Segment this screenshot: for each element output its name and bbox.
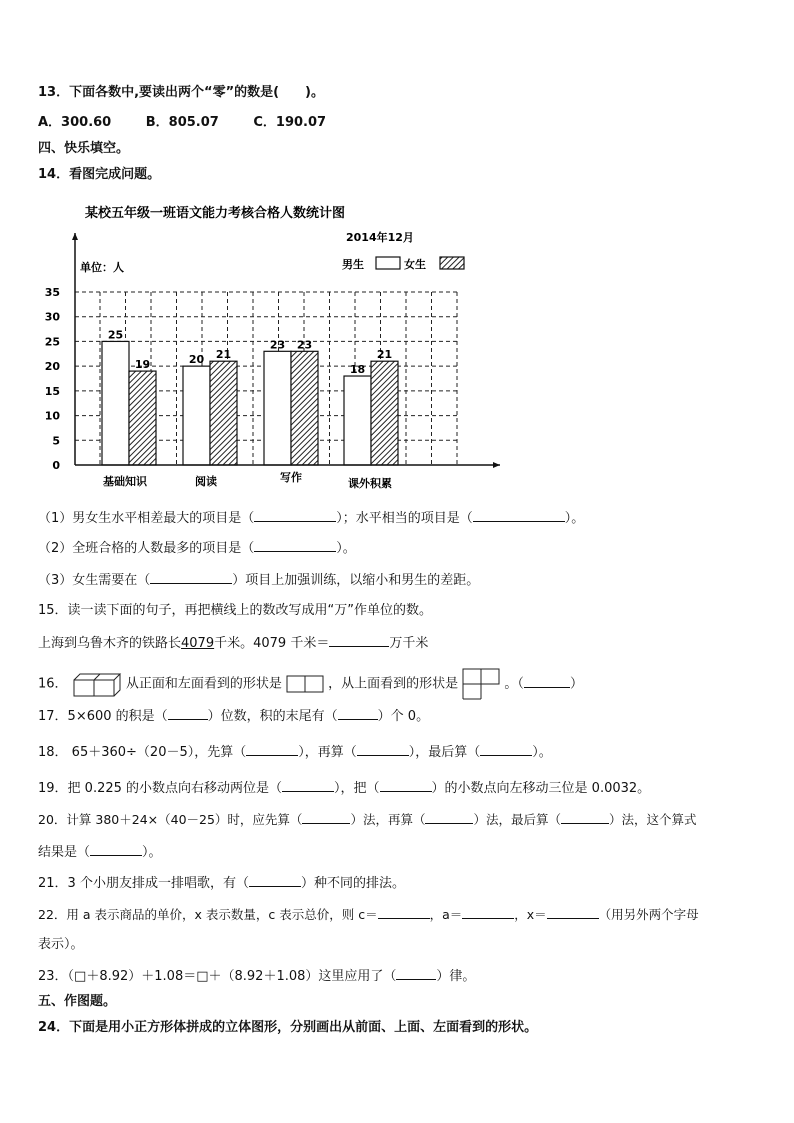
q22-text-a: 22．用 a 表示商品的单价，x 表示数量，c 表示总价，则 c＝ (38, 907, 378, 922)
legend-label-boys: 男生 (342, 258, 364, 271)
answer-blank-17a[interactable] (168, 707, 208, 720)
y-tick-label: 20 (44, 360, 60, 374)
question-13-options (38, 114, 356, 132)
q15-underlined-number: 4079 (181, 636, 215, 651)
option-a: A．300.60 (38, 115, 112, 130)
answer-blank-14-1b[interactable] (473, 509, 565, 522)
y-tick-label: 15 (44, 384, 60, 398)
question-14-2 (38, 539, 356, 558)
q16-text-b: ，从上面看到的形状是 (328, 676, 459, 692)
y-tick-label: 10 (44, 409, 60, 423)
answer-blank-15[interactable] (329, 634, 389, 647)
answer-blank-16[interactable] (524, 675, 570, 688)
question-18 (38, 743, 552, 762)
q14-2-text-b: ）。 (336, 541, 356, 556)
q14-1-text-a: （1）男女生水平相差最大的项目是（ (38, 511, 255, 526)
bar-boys (264, 351, 291, 465)
question-24: 24．下面是用小正方形体拼成的立体图形，分别画出从前面、上面、左面看到的形状。 (38, 1020, 538, 1035)
question-15-sentence (38, 634, 428, 653)
answer-blank-23[interactable] (396, 967, 436, 980)
section-heading-4: 四、快乐填空。 (38, 141, 130, 156)
q23-text-a: 23．（□＋8.92）＋1.08＝□＋（8.92＋1.08）这里应用了（ (38, 969, 397, 984)
bar-boys (102, 341, 129, 465)
q17-text-b: ）位数，积的末尾有（ (207, 709, 338, 724)
data-label: 21 (215, 348, 232, 362)
answer-blank-18c[interactable] (480, 743, 532, 756)
question-13 (38, 84, 324, 102)
y-axis-arrow (72, 233, 78, 240)
y-tick-label: 25 (44, 335, 60, 349)
answer-blank-20d[interactable] (90, 843, 142, 856)
question-23 (38, 967, 475, 986)
y-tick-label: 35 (44, 286, 60, 299)
data-label: 18 (349, 363, 366, 377)
q17-text-a: 17．5×600 的积是（ (38, 709, 168, 724)
answer-blank-14-3[interactable] (150, 571, 232, 584)
q22-text-c: ，x＝ (514, 907, 547, 922)
answer-blank-19a[interactable] (282, 779, 334, 792)
q16-text-c: 。（ (504, 676, 524, 692)
bar-chart (0, 195, 794, 495)
question-20 (38, 811, 696, 829)
question-19 (38, 779, 650, 798)
q14-1-text-c: ）。 (564, 511, 585, 526)
legend-swatch-girls (440, 257, 464, 269)
q15-sentence-b: 千米。4079 千米＝ (214, 636, 330, 651)
bar-boys (183, 366, 210, 465)
question-22 (38, 906, 699, 924)
bar-girls (291, 351, 318, 465)
answer-blank-22b[interactable] (462, 906, 514, 919)
data-label: 21 (376, 348, 393, 362)
section-heading-5: 五、作图题。 (38, 994, 117, 1009)
question-20-line2 (38, 843, 162, 862)
q19-text-c: ）的小数点向左移动三位是 0.0032。 (431, 781, 651, 796)
x-category-label: 阅读 (195, 475, 217, 488)
q20-text-b: ）法，再算（ (350, 812, 426, 827)
legend-swatch-boys (376, 257, 400, 269)
q17-text-c: ）个 0。 (377, 709, 430, 724)
answer-blank-22a[interactable] (378, 906, 430, 919)
q20-line2-b: ）。 (142, 845, 162, 860)
question-16 (38, 668, 583, 700)
question-17 (38, 707, 429, 726)
option-b: B．805.07 (145, 115, 219, 130)
data-label: 23 (296, 338, 313, 352)
q15-sentence-c: 万千米 (389, 636, 429, 651)
q23-text-b: ）律。 (436, 969, 476, 984)
question-13-text: 13．下面各数中,要读出两个“零”的数是( )。 (38, 85, 325, 100)
chart-title: 某校五年级一班语文能力考核合格人数统计图 (85, 206, 346, 221)
answer-blank-18a[interactable] (246, 743, 298, 756)
y-tick-label: 5 (52, 434, 60, 448)
question-15: 15．读一读下面的句子，再把横线上的数改写成用“万”作单位的数。 (38, 603, 433, 618)
answer-blank-18b[interactable] (357, 743, 409, 756)
q15-sentence-a: 上海到乌鲁木齐的铁路长 (38, 636, 182, 651)
q14-3-text-b: ）项目上加强训练，以缩小和男生的差距。 (232, 573, 480, 588)
q14-2-text-a: （2）全班合格的人数最多的项目是（ (38, 541, 255, 556)
q18-expression: 18． 65＋360÷（20－5），先算（ (38, 745, 247, 760)
q20-text-c: ）法，最后算（ (473, 812, 561, 827)
q21-text-a: 21．3 个小朋友排成一排唱歌，有（ (38, 876, 249, 891)
x-category-label: 基础知识 (103, 475, 147, 488)
question-21 (38, 874, 405, 893)
q20-text-a: 20．计算 380＋24×（40－25）时，应先算（ (38, 812, 303, 827)
q16-number: 16． (38, 676, 68, 692)
answer-blank-22c[interactable] (547, 906, 599, 919)
answer-blank-20c[interactable] (561, 811, 609, 824)
q16-text-d: ） (569, 676, 583, 692)
data-label: 23 (269, 338, 286, 352)
answer-blank-19b[interactable] (380, 779, 432, 792)
cube-figure (72, 670, 122, 698)
question-14: 14．看图完成问题。 (38, 167, 161, 182)
data-label: 20 (188, 353, 205, 367)
answer-blank-14-2[interactable] (254, 539, 336, 552)
answer-blank-20b[interactable] (425, 811, 473, 824)
q14-1-text-b: ）；水平相当的项目是（ (336, 511, 473, 526)
option-c: C．190.07 (253, 115, 327, 130)
q19-text-b: ），把（ (334, 781, 380, 796)
question-14-3 (38, 571, 479, 590)
front-view-figure (286, 674, 324, 694)
top-view-figure (462, 668, 500, 700)
bar-boys (344, 376, 371, 465)
chart-subtitle: 2014年12月 (346, 231, 414, 244)
x-axis-arrow (493, 462, 500, 468)
q18-text-c: ），最后算（ (408, 745, 481, 760)
x-category-label: 写作 (280, 471, 302, 484)
question-14-1 (38, 509, 584, 528)
q18-text-d: ）。 (532, 745, 552, 760)
q20-text-d: ）法，这个算式 (608, 812, 697, 827)
bar-girls (210, 361, 237, 465)
unit-label: 单位：人 (80, 261, 124, 274)
answer-blank-14-1a[interactable] (254, 509, 336, 522)
answer-blank-21[interactable] (249, 874, 301, 887)
question-22-line2: 表示）。 (38, 937, 84, 952)
q21-text-b: ）种不同的排法。 (300, 876, 405, 891)
q16-text-a: 从正面和左面看到的形状是 (125, 676, 282, 692)
y-tick-label: 30 (44, 310, 60, 324)
q14-3-text-a: （3）女生需要在（ (38, 573, 151, 588)
x-category-label: 课外积累 (348, 477, 392, 490)
answer-blank-20a[interactable] (302, 811, 350, 824)
bar-girls (371, 361, 398, 465)
legend-label-girls: 女生 (404, 258, 426, 271)
data-label: 25 (107, 328, 124, 342)
q19-text-a: 19．把 0.225 的小数点向右移动两位是（ (38, 781, 283, 796)
q22-text-b: ，a＝ (429, 907, 463, 922)
q18-text-b: ），再算（ (298, 745, 357, 760)
q22-text-d: （用另外两个字母 (598, 907, 699, 922)
answer-blank-17b[interactable] (338, 707, 378, 720)
y-tick-label: 0 (52, 459, 60, 472)
bar-girls (129, 371, 156, 465)
q20-line2-a: 结果是（ (38, 845, 91, 860)
data-label: 19 (134, 358, 151, 372)
chart-bars (102, 328, 398, 465)
